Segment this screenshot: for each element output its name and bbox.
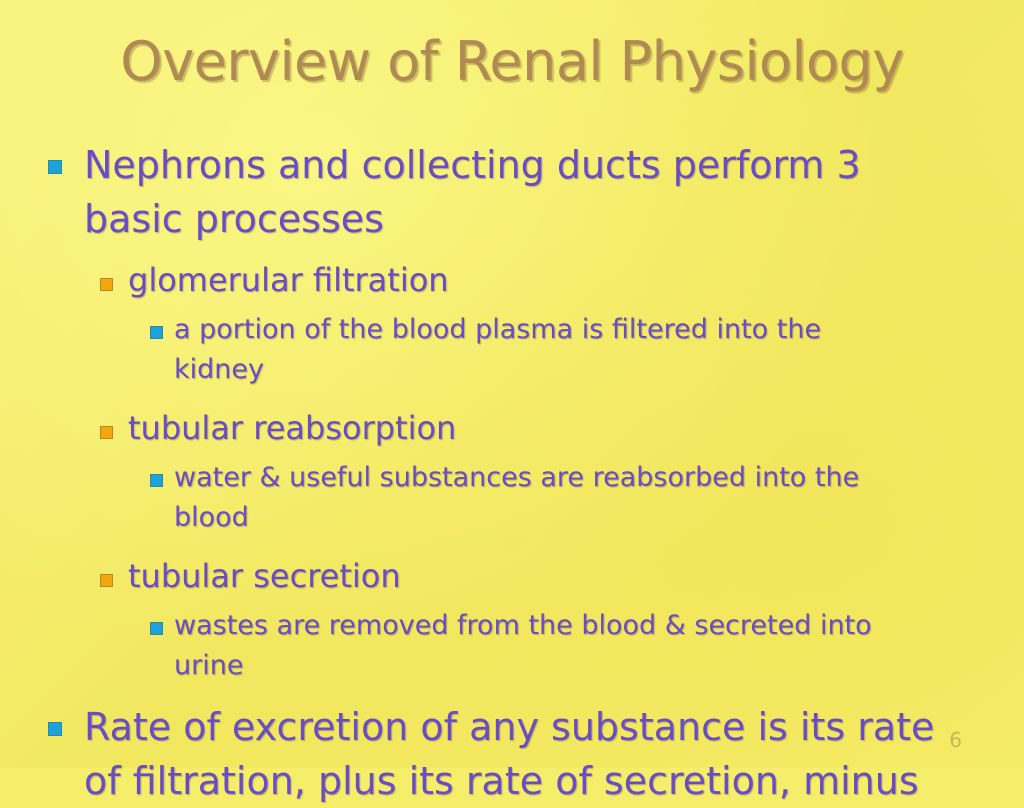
bullet-line: urine	[174, 650, 244, 681]
square-bullet-icon	[100, 278, 113, 291]
square-bullet-icon	[48, 160, 62, 174]
bullet-line: tubular secretion	[128, 557, 401, 595]
bullet-item	[84, 700, 984, 808]
bullet-line: tubular reabsorption	[128, 409, 457, 447]
bullet-line: blood	[174, 502, 249, 533]
square-bullet-icon	[150, 622, 163, 635]
square-bullet-icon	[150, 474, 163, 487]
bullet-item	[84, 138, 984, 246]
bullet-line: Nephrons and collecting ducts perform 3	[84, 143, 861, 187]
bullet-item	[174, 310, 934, 390]
bullet-line: of filtration, plus its rate of secretion, minus	[84, 759, 919, 803]
bullet-item	[174, 606, 934, 686]
square-bullet-icon	[150, 326, 163, 339]
square-bullet-icon	[100, 426, 113, 439]
bullet-item	[174, 458, 934, 538]
slide-title: Overview of Renal Physiology	[120, 30, 904, 93]
bullet-line: Rate of excretion of any substance is its rate	[84, 705, 935, 749]
bullet-line: glomerular filtration	[128, 261, 449, 299]
bullet-line: water & useful substances are reabsorbed into the	[174, 462, 860, 493]
square-bullet-icon	[48, 722, 62, 736]
slide-number: 6	[949, 728, 962, 752]
bullet-line: kidney	[174, 354, 264, 385]
bullet-item	[128, 554, 948, 598]
bullet-line: a portion of the blood plasma is filtered into the	[174, 314, 822, 345]
bullet-line: basic processes	[84, 197, 384, 241]
bullet-item	[128, 406, 948, 450]
bullet-item	[128, 258, 948, 302]
square-bullet-icon	[100, 574, 113, 587]
bullet-line: wastes are removed from the blood & secreted into	[174, 610, 872, 641]
